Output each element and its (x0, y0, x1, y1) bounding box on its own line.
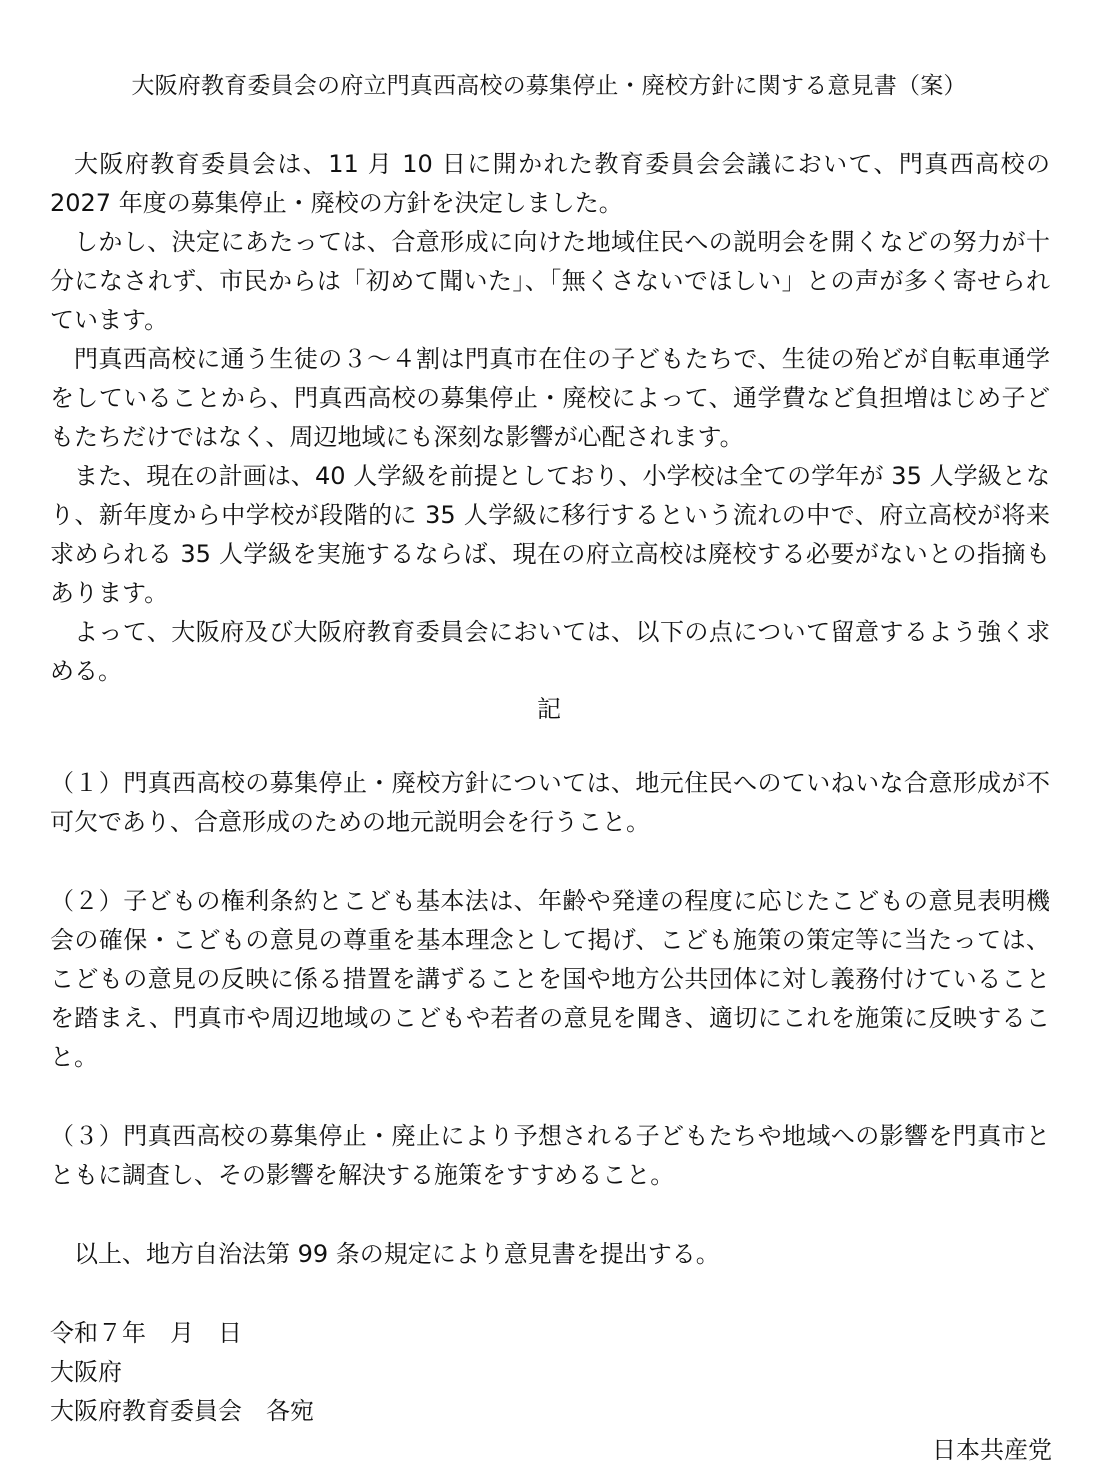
closing-statement: 以上、地方自治法第 99 条の規定により意見書を提出する。 (74, 1240, 720, 1268)
recipient-board: 大阪府教育委員会 各宛 (50, 1397, 314, 1425)
item-2-block (50, 882, 1050, 1077)
recipient-prefecture: 大阪府 (50, 1358, 122, 1386)
item-3: （３）門真西高校の募集停止・廃止により予想される子どもたちや地域への影響を門真市とともに調査し、その影響を解決する施策をすすめること。 (50, 1122, 1050, 1189)
preamble (50, 145, 1050, 691)
item-3-block (50, 1117, 1050, 1195)
document-title: 大阪府教育委員会の府立門真西高校の募集停止・廃校方針に関する意見書（案） (131, 73, 967, 99)
paragraph-consensus: しかし、決定にあたっては、合意形成に向けた地域住民への説明会を開くなどの努力が十分になされず、市民からは「初めて聞いた」、「無くさないでほしい」との声が多く寄せられています。 (50, 228, 1050, 334)
signature: 日本共産党 (932, 1436, 1052, 1464)
paragraph-students: 門真西高校に通う生徒の３～４割は門真市在住の子どもたちで、生徒の殆どが自転車通学をしていることから、門真西高校の募集停止・廃校によって、通学費など負担増はじめ子どもたちだけではなく、周辺地域にも深刻な影響が心配されます。 (50, 345, 1050, 451)
item-1: （１）門真西高校の募集停止・廃校方針については、地元住民へのていねいな合意形成が不可欠であり、合意形成のための地元説明会を行うこと。 (50, 769, 1050, 836)
paragraph-class-size: また、現在の計画は、40 人学級を前提としており、小学校は全ての学年が 35 人学級となり、新年度から中学校が段階的に 35 人学級に移行するという流れの中で、府立高校が将来求められる 35 人学級を実施するならば、現在の府立高校は廃校する必要がないとの指摘もあります。 (50, 462, 1050, 607)
item-2: （２）子どもの権利条約とこども基本法は、年齢や発達の程度に応じたこどもの意見表明機会の確保・こどもの意見の尊重を基本理念として掲げ、こども施策の策定等に当たっては、こどもの意見の反映に係る措置を講ずることを国や地方公共団体に対し義務付けていることを踏まえ、門真市や周辺地域のこどもや若者の意見を聞き、適切にこれを施策に反映すること。 (50, 887, 1050, 1071)
paragraph-request: よって、大阪府及び大阪府教育委員会においては、以下の点について留意するよう強く求める。 (50, 618, 1050, 685)
paragraph-decision: 大阪府教育委員会は、11 月 10 日に開かれた教育委員会会議において、門真西高校の2027 年度の募集停止・廃校の方針を決定しました。 (50, 150, 1050, 217)
date-line: 令和７年 月 日 (50, 1319, 242, 1347)
record-mark: 記 (537, 695, 561, 723)
item-1-block (50, 764, 1050, 842)
